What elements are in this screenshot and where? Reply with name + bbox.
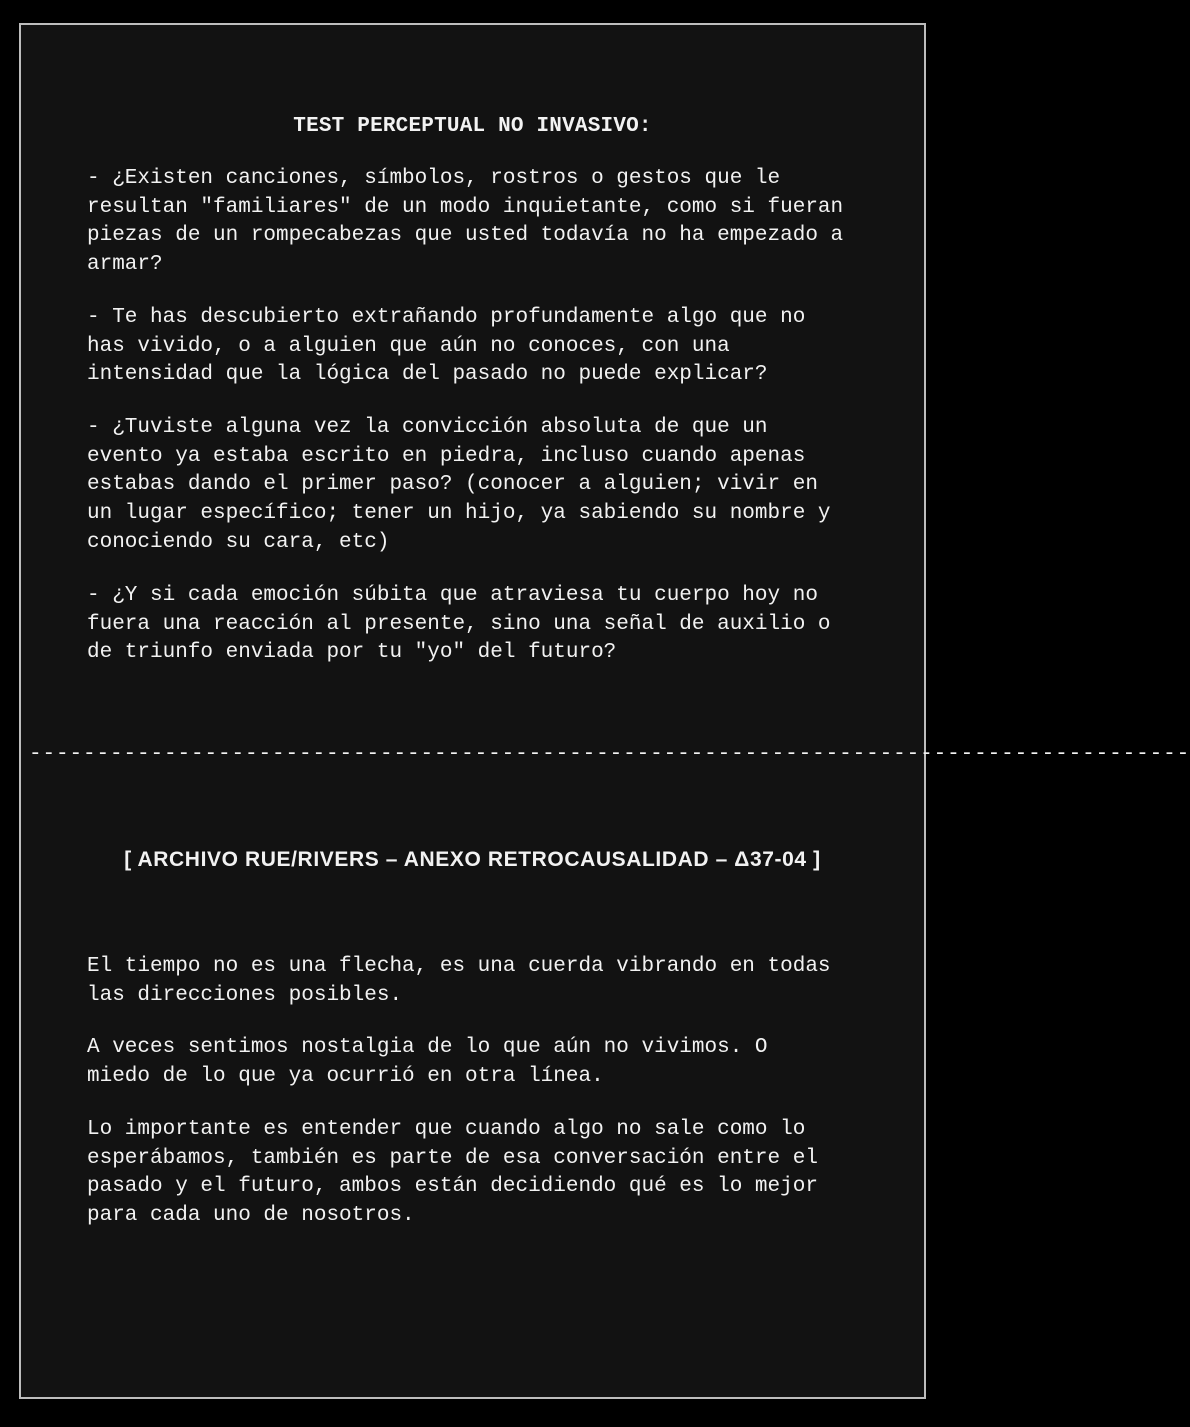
archive-paragraph-2: A veces sentimos nostalgia de lo que aún no vivimos. O miedo de lo que ya ocurrió en otra línea. [87, 1036, 768, 1088]
test-item-2: - Te has descubierto extrañando profundamente algo que no has vivido, o a alguien que aún no conoces, con una intensidad que la lógica del pasado no puede explicar? [87, 306, 806, 387]
archive-paragraph-3: Lo importante es entender que cuando algo no sale como lo esperábamos, también es parte de esa conversación entre el pasado y el futuro, ambos están decidiendo qué es lo mejor para cada uno de nosotros. [87, 1118, 818, 1228]
archive-paragraph-1: El tiempo no es una flecha, es una cuerda vibrando en todas las direcciones posibles. [87, 955, 831, 1007]
test-item-4: - ¿Y si cada emoción súbita que atraviesa tu cuerpo hoy no fuera una reacción al presente, sino una señal de auxilio o de triunfo enviada por tu "yo" del futuro? [87, 584, 831, 665]
document-frame [19, 23, 1190, 1399]
test-title: TEST PERCEPTUAL NO INVASIVO: [293, 115, 652, 138]
test-item-3: - ¿Tuviste alguna vez la convicción absoluta de que un evento ya estaba escrito en piedra, incluso cuando apenas estabas dando el primer paso? (conocer a alguien; vivir en un lugar específico; tener un hijo, ya sabiendo su nombre y conociendo su cara, etc) [87, 416, 831, 554]
archive-title: [ ARCHIVO RUE/RIVERS – ANEXO RETROCAUSALIDAD – Δ37-04 ] [124, 848, 821, 871]
test-item-1: - ¿Existen canciones, símbolos, rostros o gestos que le resultan "familiares" de un modo inquietante, como si fueran piezas de un rompecabezas que usted todavía no ha empezado a armar? [87, 167, 844, 277]
section-divider: -------------------------------------------------------------------------------------- [29, 743, 1190, 766]
